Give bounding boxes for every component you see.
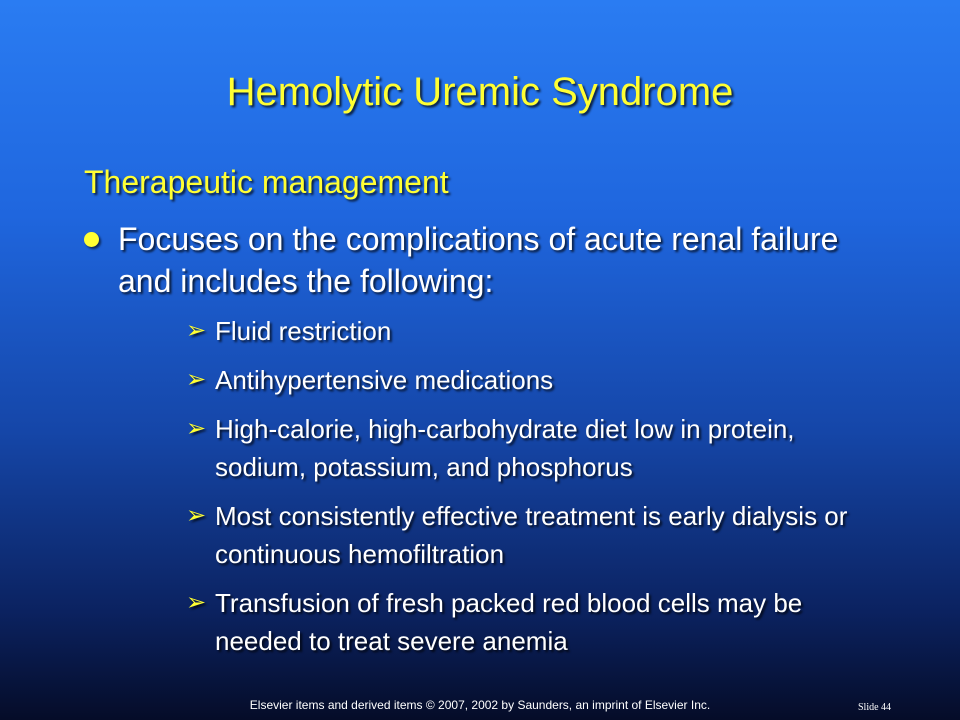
arrowhead-bullet-icon: ➢ (186, 589, 207, 616)
list-item (186, 497, 886, 573)
main-bullet (84, 218, 884, 302)
list-item (186, 410, 886, 486)
round-bullet-icon (84, 232, 99, 247)
slide-number: Slide 44 (858, 702, 892, 713)
arrowhead-bullet-icon: ➢ (186, 415, 207, 442)
sub-bullet-list (186, 312, 886, 671)
arrowhead-bullet-icon: ➢ (186, 502, 207, 529)
main-bullet-text: Focuses on the complications of acute renal failure and includes the following: (118, 221, 839, 299)
list-item (186, 361, 886, 399)
list-item-text: Most consistently effective treatment is early dialysis or continuous hemofiltration (215, 501, 848, 569)
list-item (186, 584, 886, 660)
list-item-text: Transfusion of fresh packed red blood cells may be needed to treat severe anemia (215, 588, 803, 656)
list-item-text: Fluid restriction (215, 316, 392, 346)
copyright-footer: Elsevier items and derived items © 2007, 2002 by Saunders, an imprint of Elsevier Inc. (249, 698, 711, 712)
subheading: Therapeutic management (84, 164, 449, 200)
arrowhead-bullet-icon: ➢ (186, 317, 207, 344)
list-item-text: Antihypertensive medications (215, 365, 554, 395)
list-item (186, 312, 886, 350)
slide-title: Hemolytic Uremic Syndrome (226, 70, 734, 114)
list-item-text: High-calorie, high-carbohydrate diet low in protein, sodium, potassium, and phosphorus (215, 414, 795, 482)
arrowhead-bullet-icon: ➢ (186, 366, 207, 393)
